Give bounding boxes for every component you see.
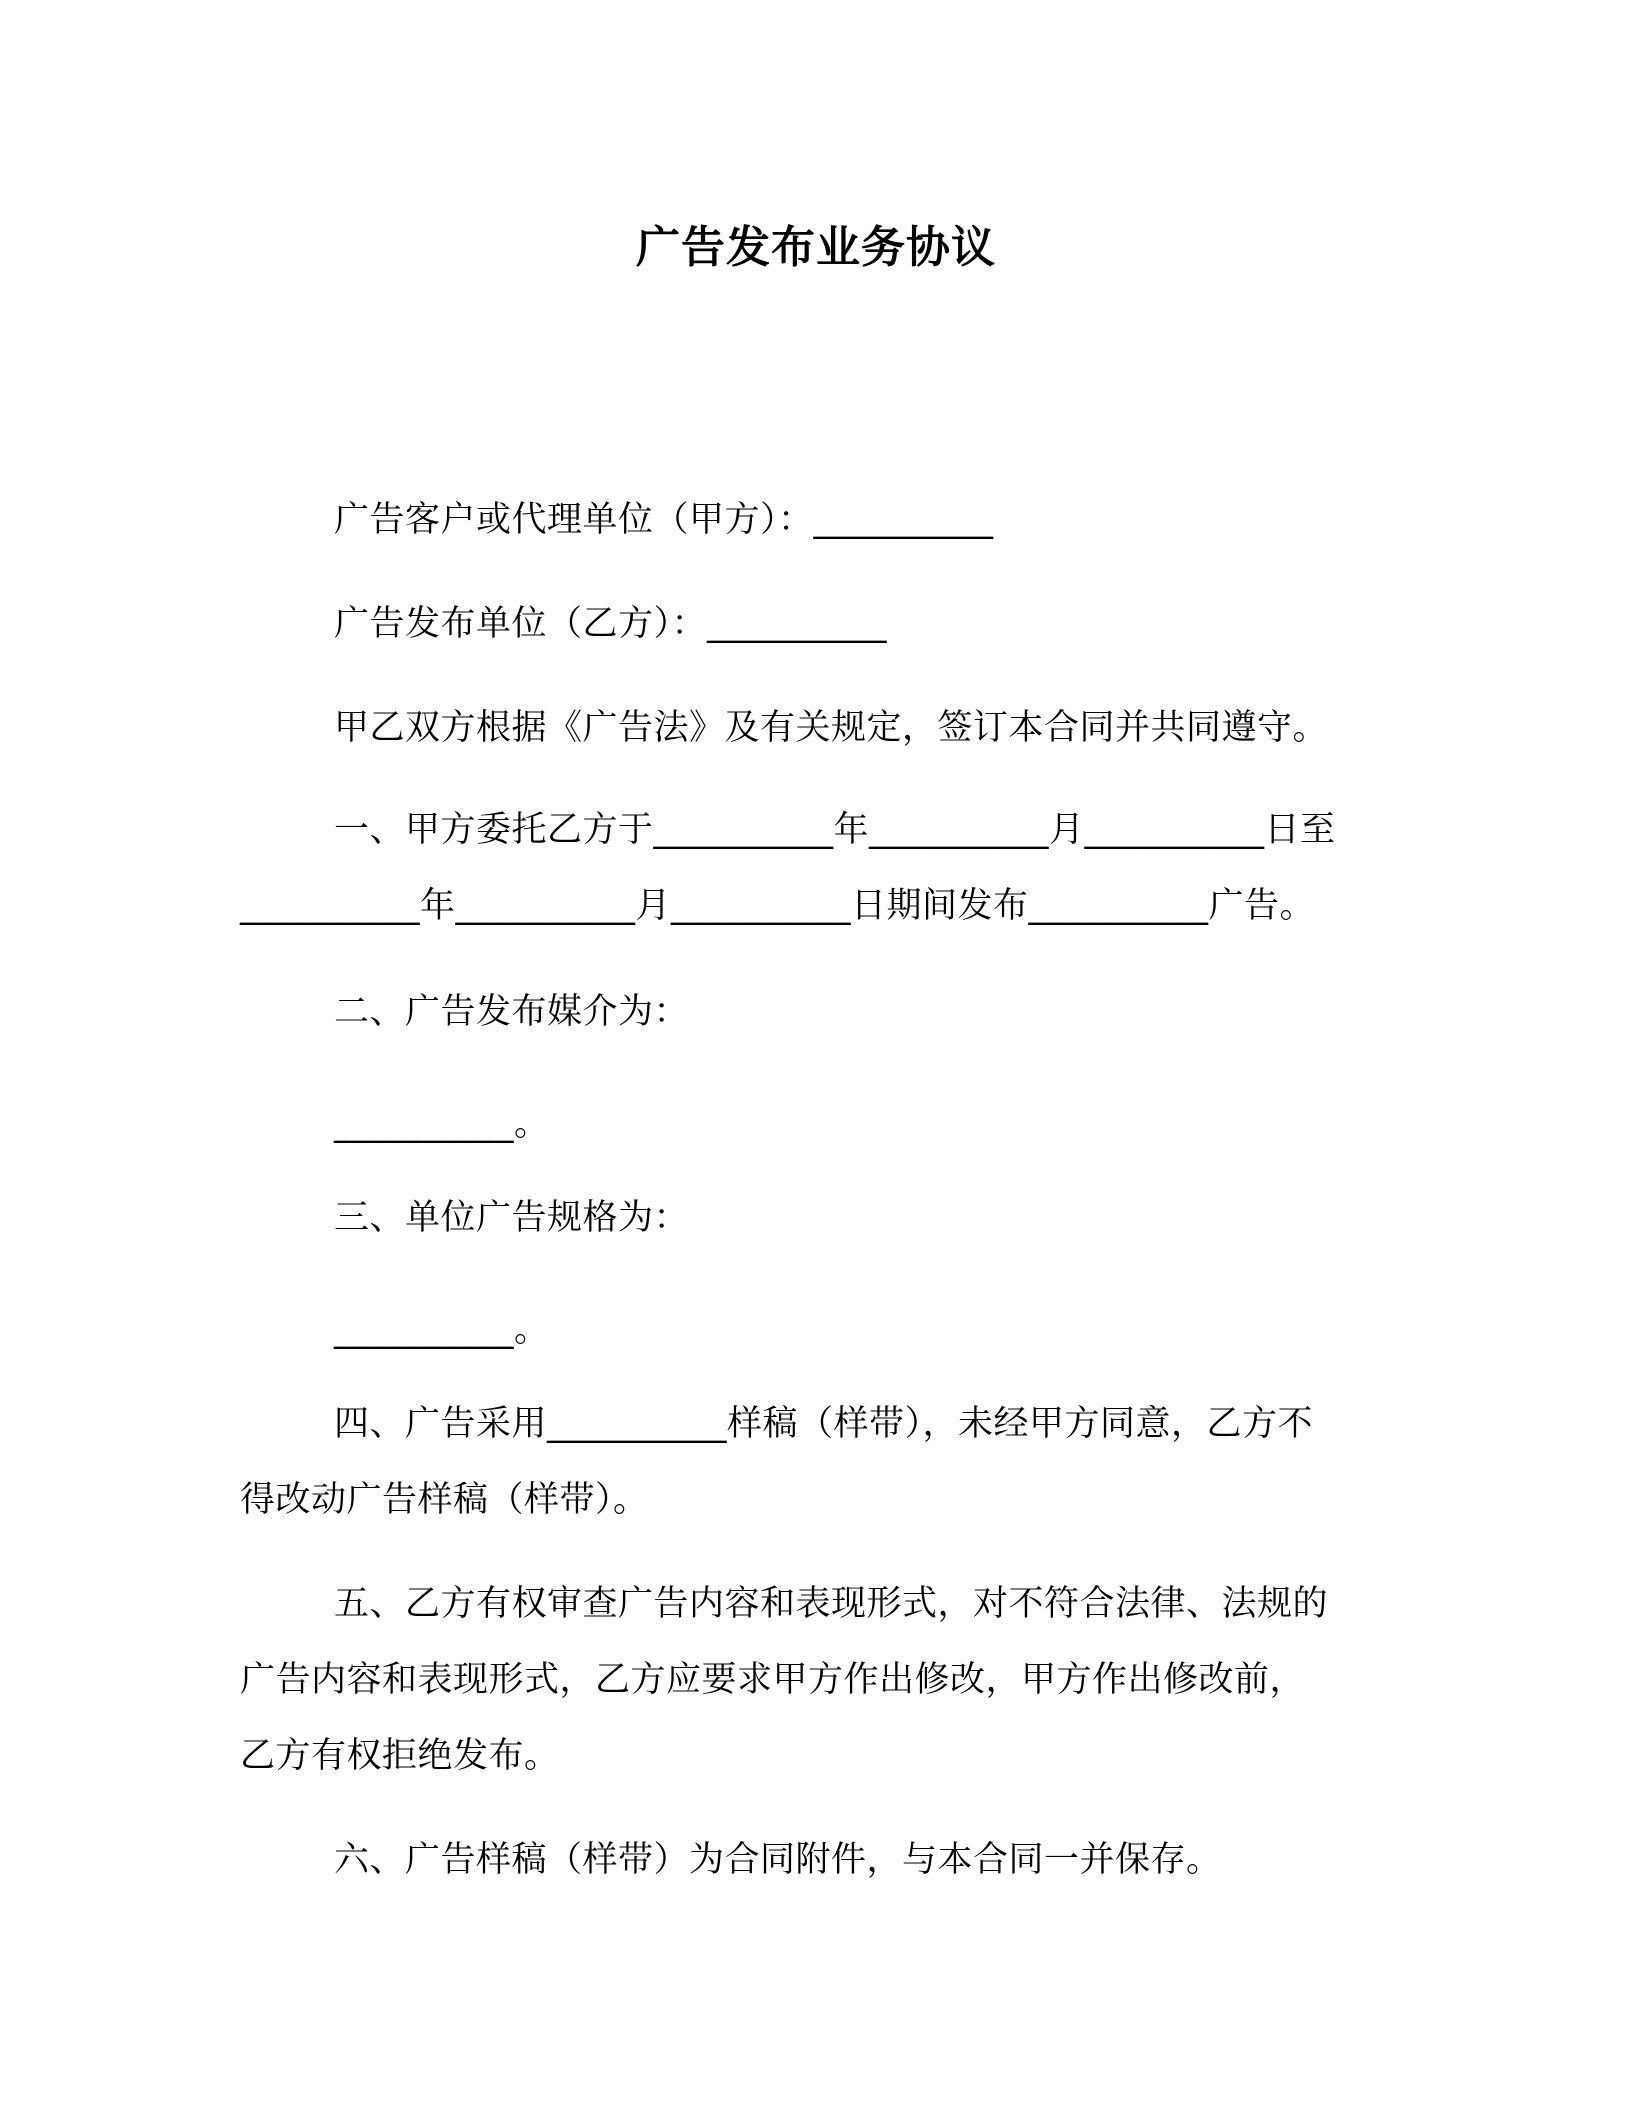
clause-5-line-1: 五、乙方有权审查广告内容和表现形式，对不符合法律、法规的: [334, 1584, 1329, 1624]
document-title: 广告发布业务协议: [636, 222, 996, 273]
clause-1-line-2: __________年__________月__________日期间发布__________广告。: [240, 886, 1316, 926]
clause-1-line-1: 一、甲方委托乙方于__________年__________月__________日至: [334, 810, 1336, 850]
clause-5-line-3: 乙方有权拒绝发布。: [240, 1736, 560, 1776]
clause-2-heading: 二、广告发布媒介为：: [334, 992, 690, 1032]
clause-6-line: 六、广告样稿（样带）为合同附件，与本合同一并保存。: [334, 1840, 1222, 1880]
clause-2-blank: __________。: [334, 1104, 550, 1144]
preamble-line: 甲乙双方根据《广告法》及有关规定，签订本合同并共同遵守。: [334, 708, 1329, 748]
party-a-line: 广告客户或代理单位（甲方）：__________: [334, 500, 994, 540]
clause-4-line-1: 四、广告采用__________样稿（样带），未经甲方同意，乙方不: [334, 1404, 1314, 1444]
clause-3-heading: 三、单位广告规格为：: [334, 1198, 690, 1238]
clause-3-blank: __________。: [334, 1310, 550, 1350]
clause-5-line-2: 广告内容和表现形式，乙方应要求甲方作出修改，甲方作出修改前，: [240, 1660, 1306, 1700]
clause-4-line-2: 得改动广告样稿（样带）。: [240, 1480, 649, 1520]
party-b-line: 广告发布单位（乙方）：__________: [334, 604, 888, 644]
